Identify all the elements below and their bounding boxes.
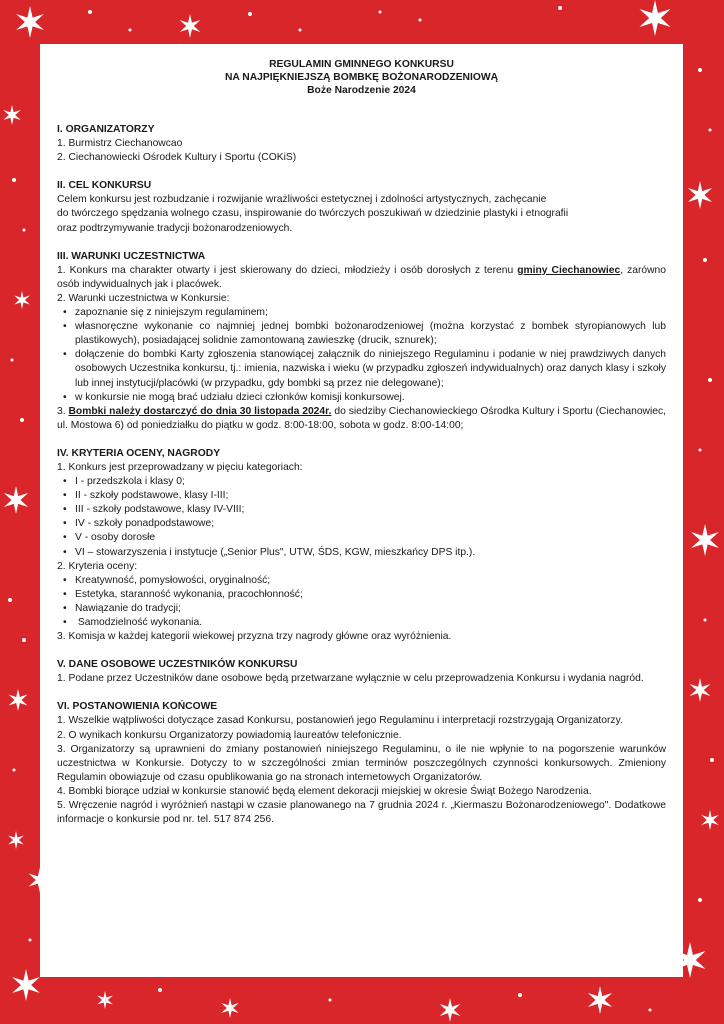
section-heading: VI. POSTANOWIENIA KOŃCOWE [57,701,218,713]
text: 1. Konkurs ma charakter otwarty i jest skierowany do dzieci, młodzieży i osób dorosłych z terenu [57,264,518,276]
dot-icon [699,449,702,452]
paragraph [57,405,666,433]
paragraph: 1. Podane przez Uczestników dane osobowe będą przetwarzane wyłącznie w celu przeprowadzenia Konkursu i wydania nagród. [57,673,644,685]
star-icon [221,998,238,1018]
bullet-list [57,475,666,560]
section-final-provisions [57,700,666,827]
star-icon [97,991,113,1009]
star-icon [690,678,711,702]
paragraph: 2. Warunki uczestnictwa w Konkursie: [57,292,230,304]
bullet-list [57,306,666,405]
dot-icon [23,229,26,232]
star-icon [440,998,461,1022]
dot-icon [419,19,422,22]
document-page [40,44,683,977]
dot-icon [558,6,562,10]
dot-icon [703,258,707,262]
list-item: • Nawiązanie do tradycji; [75,602,666,616]
text: 3. [57,405,69,417]
dot-icon [709,129,712,132]
bullet-list [57,574,666,630]
star-icon [16,6,44,38]
list-item: • III - szkoły podstawowe, klasy IV-VIII; [75,503,666,517]
dot-icon [379,11,382,14]
list-item: • Samodzielność wykonania. [75,616,666,630]
paragraph-line: do twórczego spędzania wolnego czasu, inspirowanie do twórczych poszukiwań w dziedzinie plastyki i etnografii [57,208,569,220]
list-item: • II - szkoły podstawowe, klasy I-III; [75,489,666,503]
list-item: • Kreatywność, pomysłowości, oryginalność; [75,574,666,588]
star-icon [180,14,201,38]
title-line-1: REGULAMIN GMINNEGO KONKURSU [269,59,454,70]
paragraph [57,264,666,292]
list-item: 2. Ciechanowiecki Ośrodek Kultury i Sportu (COKiS) [57,152,297,164]
dot-icon [649,1009,652,1012]
paragraph: 5. Wręczenie nagród i wyróżnień nastąpi w czasie planowanego na 7 grudnia 2024 r. „Kiermaszu Bożonarodzeniowego". Dodatkowe informacje o konkursie pod nr. tel. 517 874 256. [57,800,666,826]
dot-icon [20,418,24,422]
dot-icon [329,999,332,1002]
dot-icon [248,12,252,16]
dot-icon [698,898,702,902]
dot-icon [88,10,92,14]
paragraph: 3. Organizatorzy są uprawnieni do zmiany postanowień niniejszego Regulaminu, o ile nie wpłynie to na pogorszenie warunków uczestnictwa w Konkursie. Dotyczy to w szczególności zmian terminów poszczególnych czynności konkursowych. Zmieniony Regulamin obowiązuje od czasu opublikowania go na stronach internetowych Organizatorów. [57,743,666,783]
star-icon [688,181,712,209]
document-title [57,58,666,97]
section-organizers [57,123,666,165]
section-criteria [57,447,666,644]
star-icon [701,810,718,830]
paragraph: 1. Konkurs jest przeprowadzany w pięciu kategoriach: [57,461,303,473]
list-item: 1. Burmistrz Ciechanowcao [57,138,183,150]
text: , zarówno osób indywidualnych jak i placówek. [57,264,666,290]
section-heading: II. CEL KONKURSU [57,180,152,192]
star-icon [9,689,28,711]
list-item: • Estetyka, staranność wykonania, pracochłonność; [75,588,666,602]
section-heading: V. DANE OSOBOWE UCZESTNIKÓW KONKURSU [57,659,298,671]
dot-icon [22,638,26,642]
text: do siedziby Ciechanowieckiego Ośrodka Kultury i Sportu (Ciechanowiec, ul. Mostowa 6) od poniedziałku do piątku w godz. 8:00-18:00, sobota w godz. 8:00-14:00; [57,405,667,431]
star-icon [588,986,612,1014]
dot-icon [12,178,16,182]
list-item: • VI – stowarzyszenia i instytucje („Senior Plus", UTW, ŚDS, KGW, mieszkańcy DPS itp.). [75,546,666,560]
dot-icon [698,68,702,72]
dot-icon [704,619,707,622]
star-icon [3,105,20,125]
list-item: • w konkursie nie mogą brać udziału dzieci członków komisji konkursowej. [75,391,666,405]
star-icon [8,831,24,849]
dot-icon [710,758,714,762]
paragraph: 2. O wynikach konkursu Organizatorzy powiadomią laureatów telefonicznie. [57,729,402,741]
paragraph: 4. Bombki biorące udział w konkursie stanowić będą element dekoracji miejskiej w okresie Świąt Bożego Narodzenia. [57,785,592,797]
paragraph-line: Celem konkursu jest rozbudzanie i rozwijanie wrażliwości estetycznej i zdolności artystycznych, zachęcanie [57,194,547,206]
list-item: • dołączenie do bombki Karty zgłoszenia stanowiącej załącznik do niniejszego Regulaminu i podanie w niej prawdziwych danych osobowych Uczestnika konkursu, tj.: imienia, nazwiska i wieku (w przypadku zgłoszeń indywidualnych) oraz danych klasy i szkoły lub innej instytucji/placówki (w przypadku, gdy bombki są przez nie delegowane); [75,348,666,390]
star-icon [639,0,670,36]
section-heading: IV. KRYTERIA OCENY, NAGRODY [57,447,221,459]
paragraph: 2. Kryteria oceny: [57,560,138,572]
list-item: • własnoręczne wykonanie co najmniej jednej bombki bożonarodzeniowej (można korzystać z bombek styropianowych lub plastikowych), posiadającej solidnie zamontowaną zawieszkę (drucik, sznurek); [75,320,666,348]
title-line-3: Boże Narodzenie 2024 [307,85,416,96]
dot-icon [13,769,16,772]
dot-icon [708,378,712,382]
star-icon [14,291,30,309]
dot-icon [29,939,32,942]
dot-icon [8,598,12,602]
paragraph: 1. Wszelkie wątpliwości dotyczące zasad Konkursu, postanowień jego Regulaminu i interpretacji rozstrzygają Organizatorzy. [57,715,623,727]
star-icon [691,524,719,556]
dot-icon [129,29,132,32]
section-heading: I. ORGANIZATORZY [57,124,155,135]
dot-icon [158,988,162,992]
star-icon [12,969,40,1001]
dot-icon [299,29,302,32]
star-icon [4,486,28,514]
section-goal [57,179,666,235]
paragraph: 3. Komisja w każdej kategorii wiekowej przyzna trzy nagrody główne oraz wyróżnienia. [57,631,452,643]
list-item: • I - przedszkola i klasy 0; [75,475,666,489]
list-item: • zapoznanie się z niniejszym regulaminem; [75,306,666,320]
section-heading: III. WARUNKI UCZESTNICTWA [57,250,206,262]
section-personal-data [57,658,666,686]
dot-icon [11,359,14,362]
paragraph-line: oraz podtrzymywanie tradycji bożonarodzeniowych. [57,222,293,234]
title-line-2: NA NAJPIĘKNIEJSZĄ BOMBKĘ BOŻONARODZENIOWĄ [224,72,499,83]
section-conditions [57,250,666,433]
list-item: • V - osoby dorosłe [75,531,666,545]
dot-icon [518,993,522,997]
list-item: • IV - szkoły ponadpodstawowe; [75,517,666,531]
underlined-text: gminy Ciechanowiec [517,264,621,276]
underlined-text: Bombki należy dostarczyć do dnia 30 listopada 2024r. [68,405,332,417]
